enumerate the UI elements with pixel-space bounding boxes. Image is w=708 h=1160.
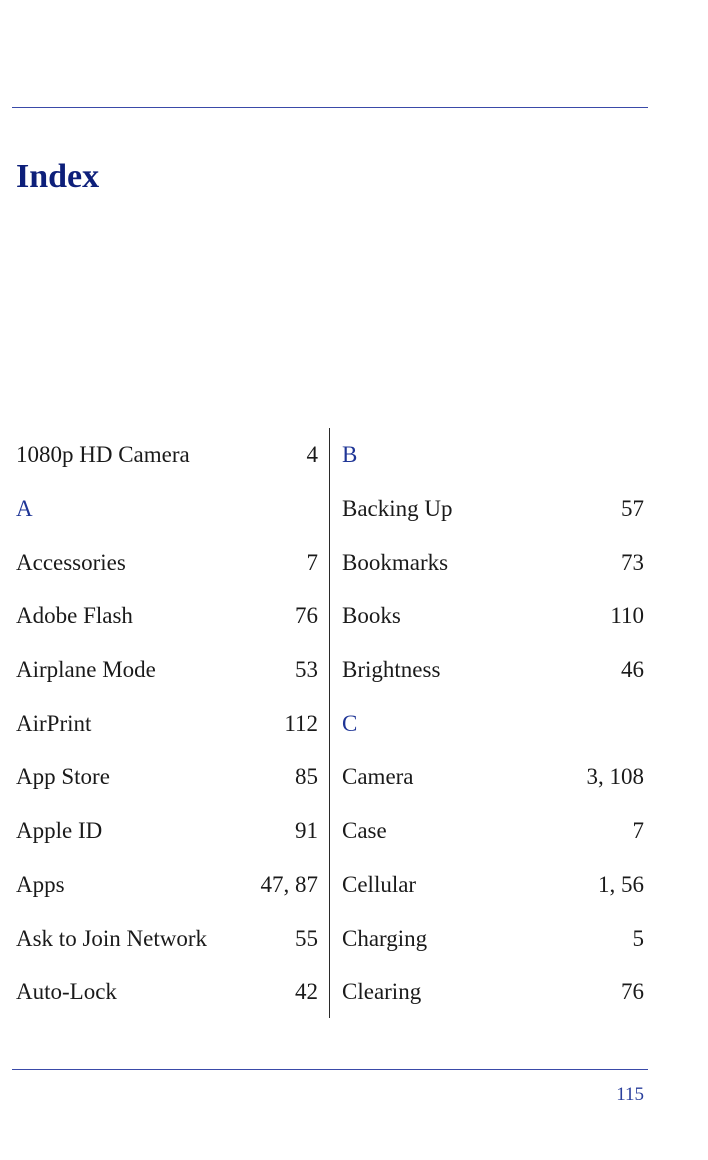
index-letter: A <box>16 496 33 522</box>
index-entry <box>16 535 318 589</box>
index-term: Bookmarks <box>342 549 449 575</box>
index-entry <box>16 804 318 858</box>
index-pages: 76 <box>295 603 318 629</box>
page-title: Index <box>16 158 100 195</box>
index-entry <box>342 965 644 1019</box>
index-term: AirPrint <box>16 710 92 736</box>
index-term: Cellular <box>342 871 417 897</box>
index-term: Brightness <box>342 657 441 683</box>
index-pages: 1, 56 <box>598 871 644 897</box>
index-pages: 85 <box>295 764 318 790</box>
index-entry <box>342 750 644 804</box>
index-pages: 7 <box>306 549 318 575</box>
index-pages: 76 <box>621 979 644 1005</box>
index-term: Backing Up <box>342 496 453 522</box>
bottom-rule <box>12 1069 648 1070</box>
index-entry <box>16 858 318 912</box>
index-pages: 47, 87 <box>260 871 318 897</box>
index-column-right <box>342 428 644 1019</box>
top-rule <box>12 107 648 108</box>
index-term: Camera <box>342 764 414 790</box>
index-entry <box>342 535 644 589</box>
index-pages: 55 <box>295 925 318 951</box>
index-pages: 110 <box>610 603 644 629</box>
index-pages: 42 <box>295 979 318 1005</box>
index-entry <box>16 750 318 804</box>
index-pages: 5 <box>632 925 644 951</box>
index-term: App Store <box>16 764 110 790</box>
index-pages: 46 <box>621 657 644 683</box>
index-pages: 112 <box>284 710 318 736</box>
index-entry <box>16 428 318 482</box>
index-term: Auto-Lock <box>16 979 117 1005</box>
index-entry <box>16 911 318 965</box>
index-term: Ask to Join Network <box>16 925 208 951</box>
index-term: Apple ID <box>16 818 103 844</box>
index-entry <box>342 911 644 965</box>
index-pages: 73 <box>621 549 644 575</box>
index-letter-heading <box>342 696 644 750</box>
index-letter: C <box>342 710 358 736</box>
index-pages: 3, 108 <box>586 764 644 790</box>
index-term: Case <box>342 818 387 844</box>
index-letter-heading <box>342 428 644 482</box>
index-entry <box>16 696 318 750</box>
index-term: Charging <box>342 925 428 951</box>
index-letter: B <box>342 442 358 468</box>
index-entry <box>16 643 318 697</box>
page-number: 115 <box>616 1084 644 1105</box>
column-divider <box>329 428 330 1018</box>
index-term: 1080p HD Camera <box>16 442 190 468</box>
index-pages: 53 <box>295 657 318 683</box>
index-entry <box>16 589 318 643</box>
index-term: Clearing <box>342 979 422 1005</box>
index-pages: 91 <box>295 818 318 844</box>
index-term: Books <box>342 603 401 629</box>
index-entry <box>342 589 644 643</box>
index-term: Adobe Flash <box>16 603 133 629</box>
index-entry <box>342 643 644 697</box>
index-entry <box>342 482 644 536</box>
index-column-left <box>16 428 318 1019</box>
index-pages: 57 <box>621 496 644 522</box>
index-entry <box>342 858 644 912</box>
index-entry <box>16 965 318 1019</box>
index-entry <box>342 804 644 858</box>
index-term: Airplane Mode <box>16 657 156 683</box>
index-term: Accessories <box>16 549 126 575</box>
index-letter-heading <box>16 482 318 536</box>
index-pages: 7 <box>632 818 644 844</box>
index-term: Apps <box>16 871 65 897</box>
index-pages: 4 <box>306 442 318 468</box>
